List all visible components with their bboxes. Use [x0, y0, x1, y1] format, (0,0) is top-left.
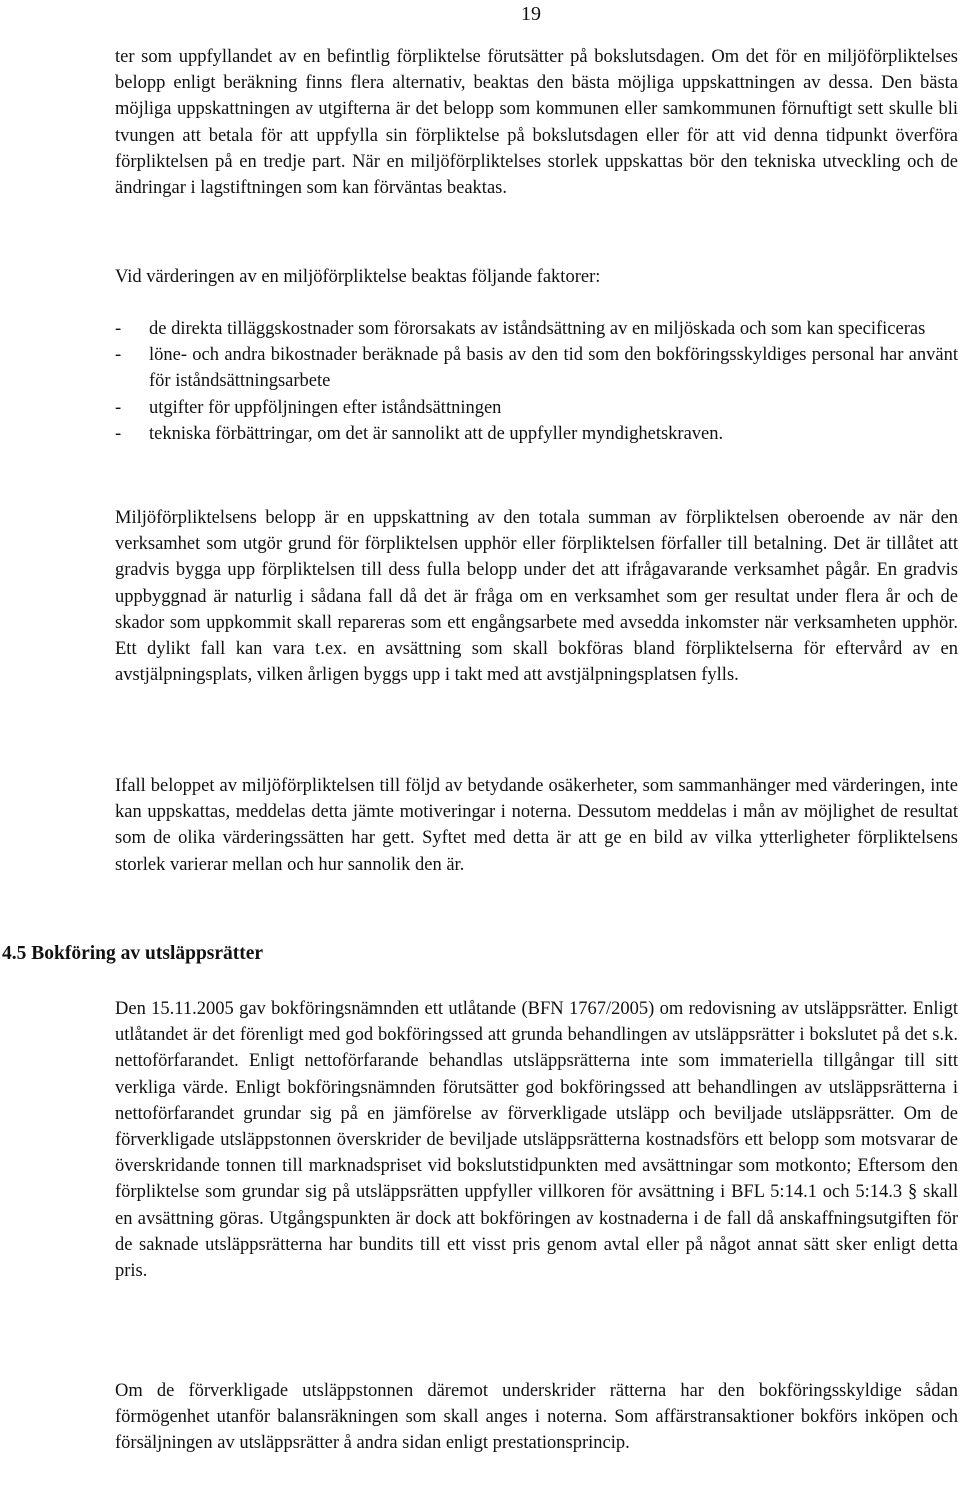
page-number: 19: [521, 3, 541, 25]
body-paragraph-5: [115, 996, 958, 1284]
paragraph-text: Vid värderingen av en miljöförpliktelse beaktas följande faktorer:: [115, 267, 601, 287]
list-item-text: tekniska förbättringar, om det är sannolikt att de uppfyller myndighetskraven.: [149, 423, 724, 444]
paragraph-text: Miljöförpliktelsens belopp är en uppskattning av den totala summan av förpliktelsen oberoende av när den verksamhet som utgör grund för förpliktelsen upphör eller förpliktelsen förfaller till betalning. Det är tillåtet att gradvis bygga upp förpliktelsen till dess fulla belopp under det att ifrågavarande verksamhet pågår. En gradvis uppbyggnad är naturlig i sådana fall då det är fråga om en verksamhet som ger resultat under flera år och de skador som uppkommit skall repareras som ett engångsarbete med avsedda inkomster när verksamheten upphör. Ett dylikt fall kan vara t.ex. en avsättning som skall bokföras bland förpliktelserna för eftervård av en avstjälpningsplats, vilken årligen byggs upp i takt med att avstjälpningsplatsen fylls.: [115, 508, 958, 686]
paragraph-text: ter som uppfyllandet av en befintlig förpliktelse förutsätter på bokslutsdagen. Om det för en miljöförpliktelses belopp enligt beräkning finns flera alternativ, beaktas den bästa möjliga uppskattningen av dessa. Den bästa möjliga uppskattningen av utgifterna är det belopp som kommunen eller samkommunen förnuftigt sett skulle bli tvungen att betala för att uppfylla sin förpliktelse på bokslutsdagen eller för att vid denna tidpunkt överföra förpliktelsen på en tredje part. När en miljöförpliktelses storlek uppskattas bör den tekniska utveckling och de ändringar i lagstiftningen som kan förväntas beaktas.: [115, 47, 958, 199]
list-dash: -: [115, 397, 122, 418]
body-paragraph-1: [115, 44, 958, 201]
paragraph-text: Ifall beloppet av miljöförpliktelsen till följd av betydande osäkerheter, som sammanhänger med värderingen, inte kan uppskattas, meddelas detta jämte motiveringar i noterna. Dessutom meddelas i mån av möjlighet de resultat som de olika värderingssätten har gett. Syftet med detta är att ge en bild av vilka ytterligheter förpliktelsens storlek varierar mellan och hur sannolik den är.: [115, 776, 958, 875]
list-item: [115, 316, 958, 342]
body-paragraph-2: [115, 264, 958, 290]
section-heading: 4.5 Bokföring av utsläppsrätter: [2, 943, 264, 964]
list-item-text: de direkta tilläggskostnader som förorsakats av iståndsättning av en miljöskada och som kan specificeras: [149, 319, 926, 339]
list-dash: -: [115, 423, 122, 444]
list-item: [115, 342, 958, 394]
body-paragraph-4: [115, 773, 958, 878]
paragraph-text: Den 15.11.2005 gav bokföringsnämnden ett utlåtande (BFN 1767/2005) om redovisning av utsläppsrätter. Enligt utlåtandet är det förenligt med god bokföringssed att grunda behandlingen av utsläppsrätter i bokslutet på det s.k. nettoförfarandet. Enligt nettoförfarande behandlas utsläppsrätterna inte som immateriella tillgångar till sitt verkliga värde. Enligt bokföringsnämnden förutsätter god bokföringssed att behandlingen av utsläppsrätterna i nettoförfarandet grundar sig på en jämförelse av förverkligade utsläpp och beviljade utsläppsrätter. Om de förverkligade utsläppstonnen överskrider de beviljade utsläppsrätterna kostnadsförs ett belopp som motsvarar de överskridande tonnen till marknadspriset vid bokslutstidpunkten med avsättningar som motkonto; Eftersom den förpliktelse som grundar sig på utsläppsrätten uppfyller villkoren för avsättning i BFL 5:14.1 och 5:14.3 § skall en avsättning göras. Utgångspunkten är dock att bokföringen av kostnaderna i de fall då anskaffningsutgiften för de saknade utsläppsrätterna har bundits till ett visst pris genom avtal eller på något annat sätt sker enligt detta pris.: [115, 999, 958, 1282]
body-paragraph-6: [115, 1378, 958, 1457]
list-dash: -: [115, 345, 122, 366]
list-item: [115, 395, 958, 421]
list-dash: -: [115, 319, 122, 339]
list-item-text: utgifter för uppföljningen efter iståndsättningen: [149, 397, 502, 418]
body-paragraph-3: [115, 505, 958, 688]
list-item-text: löne- och andra bikostnader beräknade på basis av den tid som den bokföringsskyldiges personal har använt för iståndsättningsarbete: [149, 345, 958, 392]
factor-list: [115, 316, 958, 447]
paragraph-text: Om de förverkligade utsläppstonnen däremot underskrider rätterna har den bokföringsskyldige sådan förmögenhet utanför balansräkningen som skall anges i noterna. Som affärstransaktioner bokförs inköpen och försäljningen av utsläppsrätter å andra sidan enligt prestationsprincip.: [115, 1381, 958, 1454]
list-item: [115, 421, 958, 447]
